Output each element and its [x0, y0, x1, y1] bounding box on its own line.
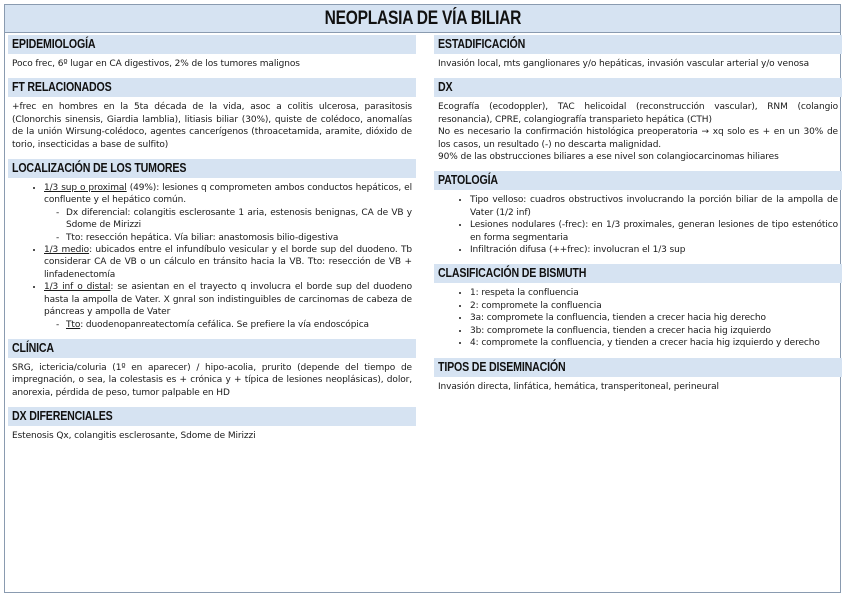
- list-item: • 1/3 sup o proximal (49%): lesiones q comprometen ambos conductos hepáticos, el confluente y el hepático común. - Dx diferencial: colangitis esclerosante 1 aria, estenosis benignas, CA de VB y Sdome de Mirizzi - Tto: resección hepática. Vía biliar: anastomosis bilio-digestiva: [44, 182, 412, 244]
- sub-list: [44, 319, 412, 331]
- list-item: • 1/3 medio: ubicados entre el infundíbulo vesicular y el borde sup del duodeno. Tb considerar CA de VB o un cálculo en tránsito hacia la VB. Tto: resección de VB + linfadenectomía: [44, 244, 412, 281]
- patologia-list: [434, 194, 842, 256]
- bismuth-list: [434, 287, 842, 349]
- section-text-epidemiologia: Poco frec, 6º lugar en CA digestivos, 2% de los tumores malignos: [12, 59, 300, 69]
- section-text-dx: [434, 101, 842, 163]
- page-title: NEOPLASIA DE VÍA BILIAR: [324, 8, 521, 29]
- title-bar: [5, 5, 840, 33]
- list-item: • Infiltración difusa (++frec): involucran el 1/3 sup: [470, 244, 838, 256]
- section-heading-localizacion: LOCALIZACIÓN DE LOS TUMORES: [8, 159, 416, 178]
- section-text-diseminacion: Invasión directa, linfática, hemática, transperitoneal, perineural: [438, 381, 719, 392]
- sub-list-item: - Dx diferencial: colangitis esclerosante 1 aria, estenosis benignas, CA de VB y Sdome de Mirizzi: [56, 207, 412, 232]
- list-item: • 1: respeta la confluencia: [470, 287, 838, 299]
- section-heading-patologia: PATOLOGÍA: [434, 171, 842, 190]
- document-page: [4, 4, 841, 593]
- list-item: • 3a: compromete la confluencia, tienden a crecer hacia hig derecho: [470, 312, 838, 324]
- dx-line: 90% de las obstrucciones biliares a ese nivel son colangiocarcinomas hiliares: [438, 152, 779, 163]
- section-text-clinica: SRG, ictericia/coluria (1º en aparecer) / hipo-acolia, prurito (depende del tiempo de impregnación, o sea, la colestasis es + crónica y + típica de lesiones neoplásicas), dolor, anorexia, pérdida de peso, tumor palpable en HD: [12, 362, 412, 398]
- section-heading-epidemiologia: EPIDEMIOLOGÍA: [8, 35, 416, 54]
- list-item: • 1/3 inf o distal: se asientan en el trayecto q involucra el borde sup del duodeno hasta la ampolla de Vater. X gnral son indistinguibles de carcinomas de cabeza de páncreas y ampolla de Vater - Tto: duodenopanreatectomía cefálica. Se prefiere la vía endoscópica: [44, 281, 412, 331]
- section-heading-ft: FT RELACIONADOS: [8, 78, 416, 97]
- left-column: [8, 35, 416, 451]
- section-text-dx-diferenciales: Estenosis Qx, colangitis esclerosante, Sdome de Mirizzi: [12, 431, 256, 442]
- localizacion-list: [8, 182, 416, 331]
- sub-list: [44, 207, 412, 244]
- section-text-estadificacion: Invasión local, mts ganglionares y/o hepáticas, invasión vascular arterial y/o venosa: [438, 59, 809, 69]
- right-column: [434, 35, 842, 401]
- sub-list-item: - Tto: resección hepática. Vía biliar: anastomosis bilio-digestiva: [56, 232, 412, 244]
- section-heading-bismuth: CLASIFICACIÓN DE BISMUTH: [434, 264, 842, 283]
- list-item: • Tipo velloso: cuadros obstructivos involucrando la porción biliar de la ampolla de Vater (1/2 inf): [470, 194, 838, 219]
- section-heading-clinica: CLÍNICA: [8, 339, 416, 358]
- list-item: • Lesiones nodulares (-frec): en 1/3 proximales, generan lesiones de tipo estenótico en forma segmentaria: [470, 219, 838, 244]
- section-heading-dx-diferenciales: DX DIFERENCIALES: [8, 407, 416, 426]
- section-heading-estadificacion: ESTADIFICACIÓN: [434, 35, 842, 54]
- sub-list-item: - Tto: duodenopanreatectomía cefálica. Se prefiere la vía endoscópica: [56, 319, 412, 331]
- section-text-ft: +frec en hombres en la 5ta década de la vida, asoc a colitis ulcerosa, parasitosis (Clonorchis sinensis, Giardia lamblia), litiasis biliar (30%), quiste de colédoco, anomalías de la unión Wirsung-colédoco, agentes cancerígenos (throacetamida, aramite, dióxido de torio, insecticidas a base de sulfito): [12, 102, 412, 150]
- dx-line: Ecografía (ecodoppler), TAC helicoidal (reconstrucción vascular), RNM (colangio resonancia), CPRE, colangiografía transparieto hepática (CTH): [438, 102, 838, 125]
- list-item: • 2: compromete la confluencia: [470, 300, 838, 312]
- list-item: • 3b: compromete la confluencia, tienden a crecer hacia hig izquierdo: [470, 325, 838, 337]
- section-heading-dx: DX: [434, 78, 842, 97]
- dx-line: No es necesario la confirmación histológica preoperatoria → xq solo es + en un 30% de los casos, un resultado (-) no descarta malignidad.: [438, 127, 838, 150]
- list-item: • 4: compromete la confluencia, y tienden a crecer hacia hig izquierdo y derecho: [470, 337, 838, 349]
- section-heading-diseminacion: TIPOS DE DISEMINACIÓN: [434, 358, 842, 377]
